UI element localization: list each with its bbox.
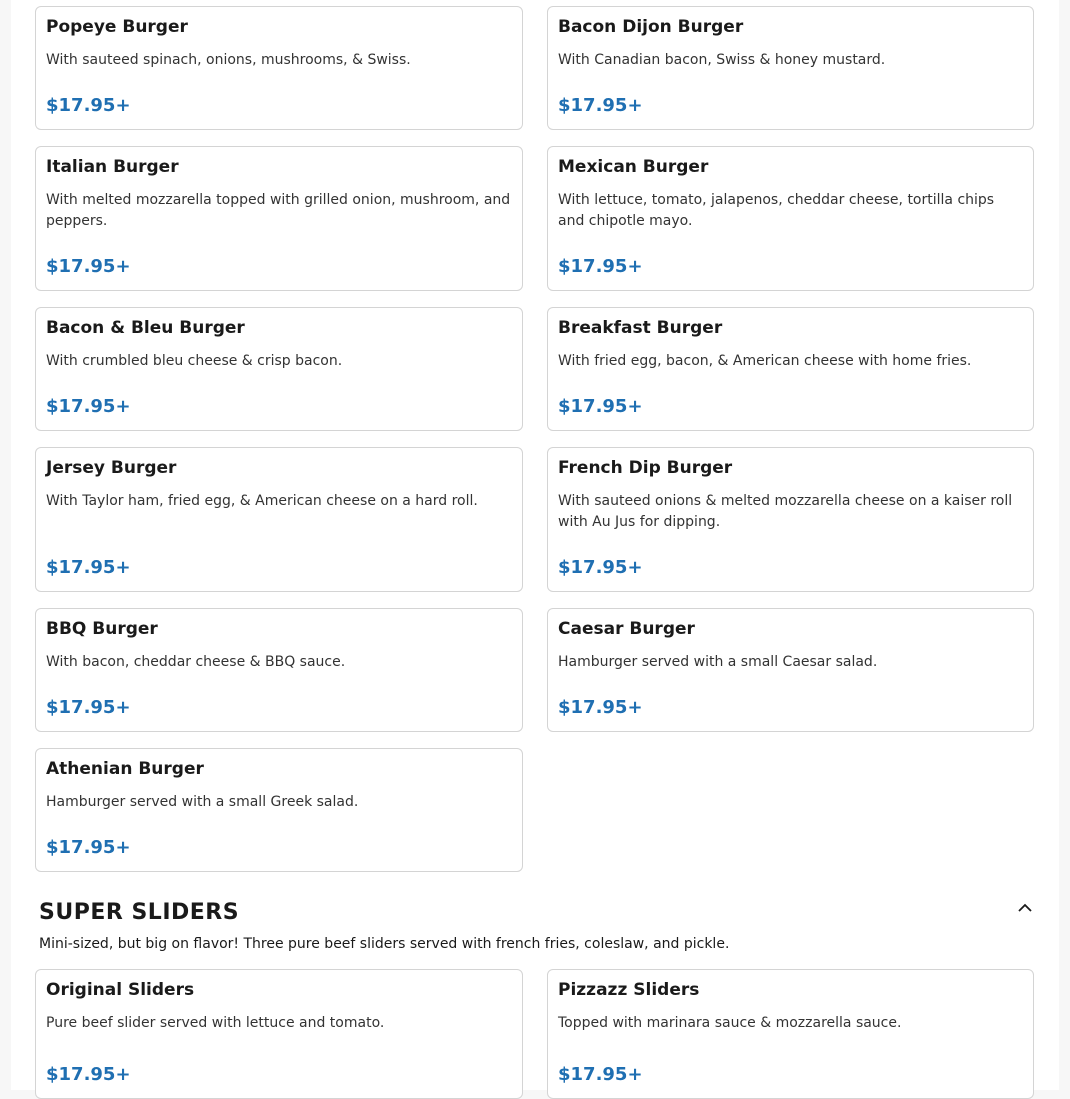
menu-item-card[interactable]	[547, 146, 1034, 291]
section-description: Mini-sized, but big on flavor! Three pure beef sliders served with french fries, coleslaw, and pickle.	[39, 936, 730, 952]
menu-item-card[interactable]	[35, 608, 523, 732]
item-price: $17.95+	[46, 256, 131, 277]
item-name: Pizzazz Sliders	[558, 980, 700, 1000]
item-description: With bacon, cheddar cheese & BBQ sauce.	[46, 654, 346, 670]
item-name: Bacon & Bleu Burger	[46, 318, 245, 338]
item-price: $17.95+	[46, 396, 131, 417]
item-description: With Taylor ham, fried egg, & American cheese on a hard roll.	[46, 493, 478, 509]
item-price: $17.95+	[558, 256, 643, 277]
item-name: Mexican Burger	[558, 157, 709, 177]
item-price: $17.95+	[46, 95, 131, 116]
item-name: Italian Burger	[46, 157, 179, 177]
item-name: Jersey Burger	[46, 458, 177, 478]
item-description: With lettuce, tomato, jalapenos, cheddar cheese, tortilla chips and chipotle mayo.	[558, 192, 995, 229]
item-description: With sauteed spinach, onions, mushrooms, & Swiss.	[46, 52, 411, 68]
item-price: $17.95+	[558, 396, 643, 417]
item-price: $17.95+	[558, 557, 643, 578]
item-description: With sauteed onions & melted mozzarella cheese on a kaiser roll with Au Jus for dipping.	[558, 493, 1013, 530]
item-price: $17.95+	[46, 837, 131, 858]
section-title: SUPER SLIDERS	[39, 900, 240, 925]
menu-item-card[interactable]	[35, 969, 523, 1099]
item-name: Bacon Dijon Burger	[558, 17, 744, 37]
item-name: Original Sliders	[46, 980, 195, 1000]
item-description: Hamburger served with a small Caesar salad.	[558, 654, 878, 670]
item-description: With fried egg, bacon, & American cheese with home fries.	[558, 353, 972, 369]
chevron-up-icon	[1018, 903, 1032, 912]
item-description: Hamburger served with a small Greek salad.	[46, 794, 359, 810]
item-price: $17.95+	[558, 95, 643, 116]
item-price: $17.95+	[46, 1064, 131, 1085]
item-name: French Dip Burger	[558, 458, 733, 478]
item-description: With melted mozzarella topped with grilled onion, mushroom, and peppers.	[46, 192, 511, 229]
menu-page	[11, 0, 1059, 1090]
section-collapse-button[interactable]	[1015, 897, 1035, 917]
menu-item-card[interactable]	[35, 447, 523, 592]
burgers-grid	[35, 6, 1034, 872]
menu-item-card[interactable]	[35, 307, 523, 431]
item-description: Topped with marinara sauce & mozzarella sauce.	[558, 1015, 902, 1031]
item-name: Athenian Burger	[46, 759, 204, 779]
item-name: Breakfast Burger	[558, 318, 723, 338]
item-name: Caesar Burger	[558, 619, 695, 639]
item-name: BBQ Burger	[46, 619, 158, 639]
item-description: Pure beef slider served with lettuce and tomato.	[46, 1015, 385, 1031]
item-description: With Canadian bacon, Swiss & honey mustard.	[558, 52, 886, 68]
menu-item-card[interactable]	[547, 447, 1034, 592]
item-price: $17.95+	[558, 697, 643, 718]
menu-item-card[interactable]	[547, 969, 1034, 1099]
item-price: $17.95+	[46, 557, 131, 578]
item-price: $17.95+	[558, 1064, 643, 1085]
menu-item-card[interactable]	[35, 6, 523, 130]
item-description: With crumbled bleu cheese & crisp bacon.	[46, 353, 343, 369]
sliders-grid	[35, 969, 1034, 1099]
menu-item-card[interactable]	[547, 307, 1034, 431]
menu-item-card[interactable]	[547, 608, 1034, 732]
menu-item-card[interactable]	[35, 146, 523, 291]
menu-item-card[interactable]	[547, 6, 1034, 130]
menu-item-card[interactable]	[35, 748, 523, 872]
item-price: $17.95+	[46, 697, 131, 718]
item-name: Popeye Burger	[46, 17, 188, 37]
